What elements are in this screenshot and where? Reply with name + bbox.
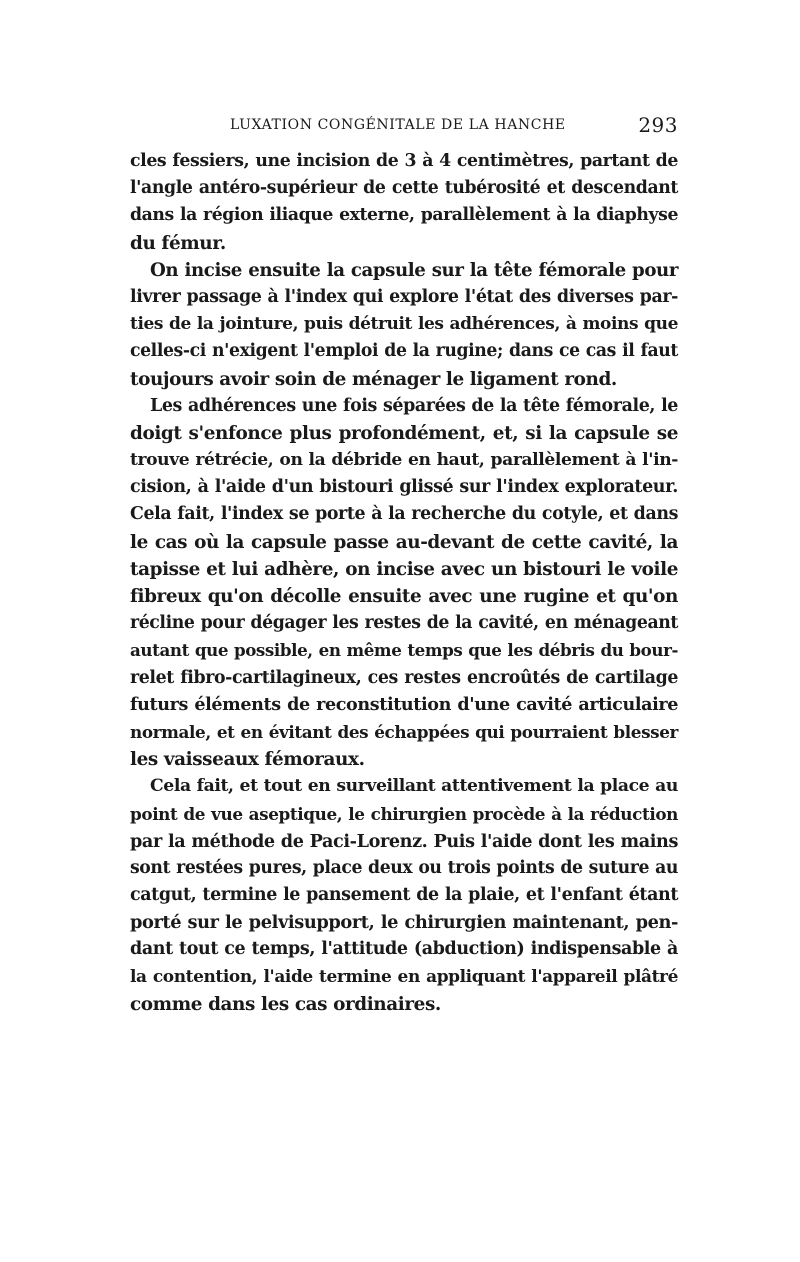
text-line: relet fibro-cartilagineux, ces restes encroûtés de cartilage — [130, 667, 678, 688]
text-line: fibreux qu'on décolle ensuite avec une rugine et qu'on — [130, 586, 678, 607]
text-line: celles-ci n'exigent l'emploi de la rugine; dans ce cas il faut — [130, 341, 678, 362]
text-line: point de vue aseptique, le chirurgien procède à la réduction — [130, 803, 678, 824]
text-line: On incise ensuite la capsule sur la tête fémorale pour — [150, 259, 678, 281]
text-line: toujours avoir soin de ménager le ligament rond. — [130, 368, 617, 390]
text-line: récline pour dégager les restes de la cavité, en ménageant — [130, 613, 678, 634]
text-line: le cas où la capsule passe au-devant de cette cavité, la — [130, 531, 678, 553]
text-line: ties de la jointure, puis détruit les adhérences, à moins que — [130, 314, 678, 335]
text-line: dans la région iliaque externe, parallèlement à la diaphyse — [130, 205, 678, 226]
text-line: doigt s'enfonce plus profondément, et, si la capsule se — [130, 422, 678, 444]
running-header — [130, 113, 678, 143]
text-line: sont restées pures, place deux ou trois points de suture au — [130, 857, 678, 878]
text-line: les vaisseaux fémoraux. — [130, 749, 365, 771]
text-line: autant que possible, en même temps que les débris du bour- — [130, 640, 678, 661]
text-line: par la méthode de Paci-Lorenz. Puis l'aide dont les mains — [130, 830, 678, 852]
text-line: porté sur le pelvisupport, le chirurgien maintenant, pen- — [130, 912, 678, 934]
text-line: comme dans les cas ordinaires. — [130, 993, 441, 1015]
text-line: futurs éléments de reconstitution d'une cavité articulaire — [130, 694, 678, 715]
text-line: Les adhérences une fois séparées de la tête fémorale, le — [150, 395, 678, 416]
text-line: dant tout ce temps, l'attitude (abduction) indispensable à — [130, 939, 678, 960]
text-line: normale, et en évitant des échappées qui pourraient blesser — [130, 721, 678, 742]
text-line: cision, à l'aide d'un bistouri glissé sur l'index explorateur. — [130, 477, 678, 498]
text-line: la contention, l'aide termine en appliquant l'appareil plâtré — [130, 966, 678, 987]
text-line: Cela fait, l'index se porte à la recherche du cotyle, et dans — [130, 504, 678, 525]
text-line: tapisse et lui adhère, on incise avec un bistouri le voile — [130, 558, 678, 580]
text-line: cles fessiers, une incision de 3 à 4 centimètres, partant de — [130, 151, 678, 171]
text-line: catgut, termine le pansement de la plaie, et l'enfant étant — [130, 885, 678, 906]
running-title: LUXATION CONGÉNITALE DE LA HANCHE — [230, 117, 566, 133]
text-line: trouve rétrécie, on la débride en haut, parallèlement à l'in- — [130, 450, 678, 471]
text-line: Cela fait, et tout en surveillant attentivement la place au — [150, 776, 678, 797]
text-line: l'angle antéro-supérieur de cette tubérosité et descendant — [130, 178, 678, 199]
text-line: du fémur. — [130, 232, 226, 254]
body-text — [130, 148, 678, 1018]
text-line: livrer passage à l'index qui explore l'état des diverses par- — [130, 286, 678, 307]
page-number: 293 — [638, 113, 678, 137]
